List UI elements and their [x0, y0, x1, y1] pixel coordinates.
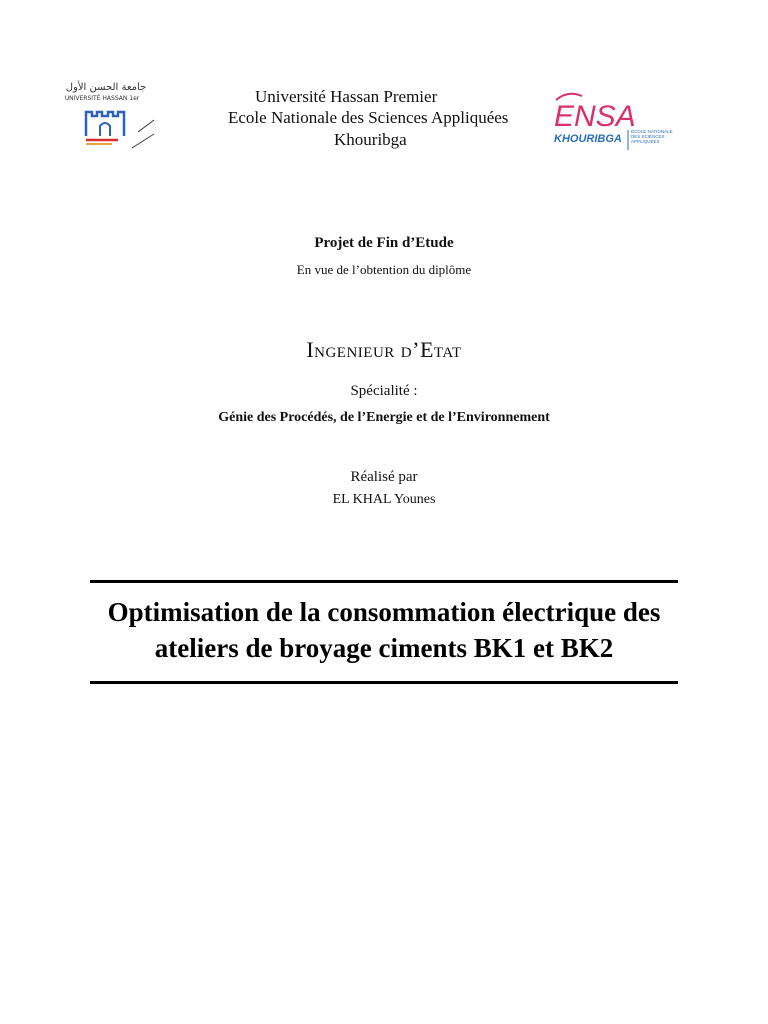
- thesis-title: [84, 594, 684, 666]
- ensa-logo-sub: KHOURIBGA: [554, 133, 622, 145]
- project-title: Projet de Fin d’Etude: [314, 235, 454, 251]
- thesis-title-line-2: ateliers de broyage ciments BK1 et BK2: [154, 633, 614, 663]
- school-name: Ecole Nationale des Sciences Appliquées: [228, 108, 509, 127]
- university-logo-arabic: جامعة الحسن الأول: [65, 82, 147, 93]
- title-top-rule: [90, 580, 678, 583]
- thesis-title-line-1: Optimisation de la consommation électrique des: [107, 597, 661, 627]
- ensa-logo: [548, 88, 676, 152]
- title-bottom-rule: [90, 681, 678, 684]
- university-logo-latin: UNIVERSITÉ HASSAN 1er: [64, 95, 140, 102]
- project-subtitle: En vue de l’obtention du diplôme: [296, 262, 472, 277]
- author-label: Réalisé par: [350, 469, 418, 485]
- author-name: EL KHAL Younes: [332, 492, 436, 507]
- degree-title-text: Ingenieur d’Etat: [306, 337, 462, 362]
- university-logo: [62, 80, 158, 160]
- specialty-value: Génie des Procédés, de l’Energie et de l’Environnement: [218, 410, 550, 425]
- specialty-label: Spécialité :: [350, 383, 418, 399]
- university-name: Université Hassan Premier: [255, 87, 438, 106]
- ensa-logo-tag: ÉCOLE NATIONALE DES SCIENCES APPLIQUÉES: [631, 129, 673, 144]
- city-name: Khouribga: [334, 130, 407, 149]
- ensa-logo-text: ENSA: [554, 100, 636, 133]
- degree-title: [0, 337, 768, 363]
